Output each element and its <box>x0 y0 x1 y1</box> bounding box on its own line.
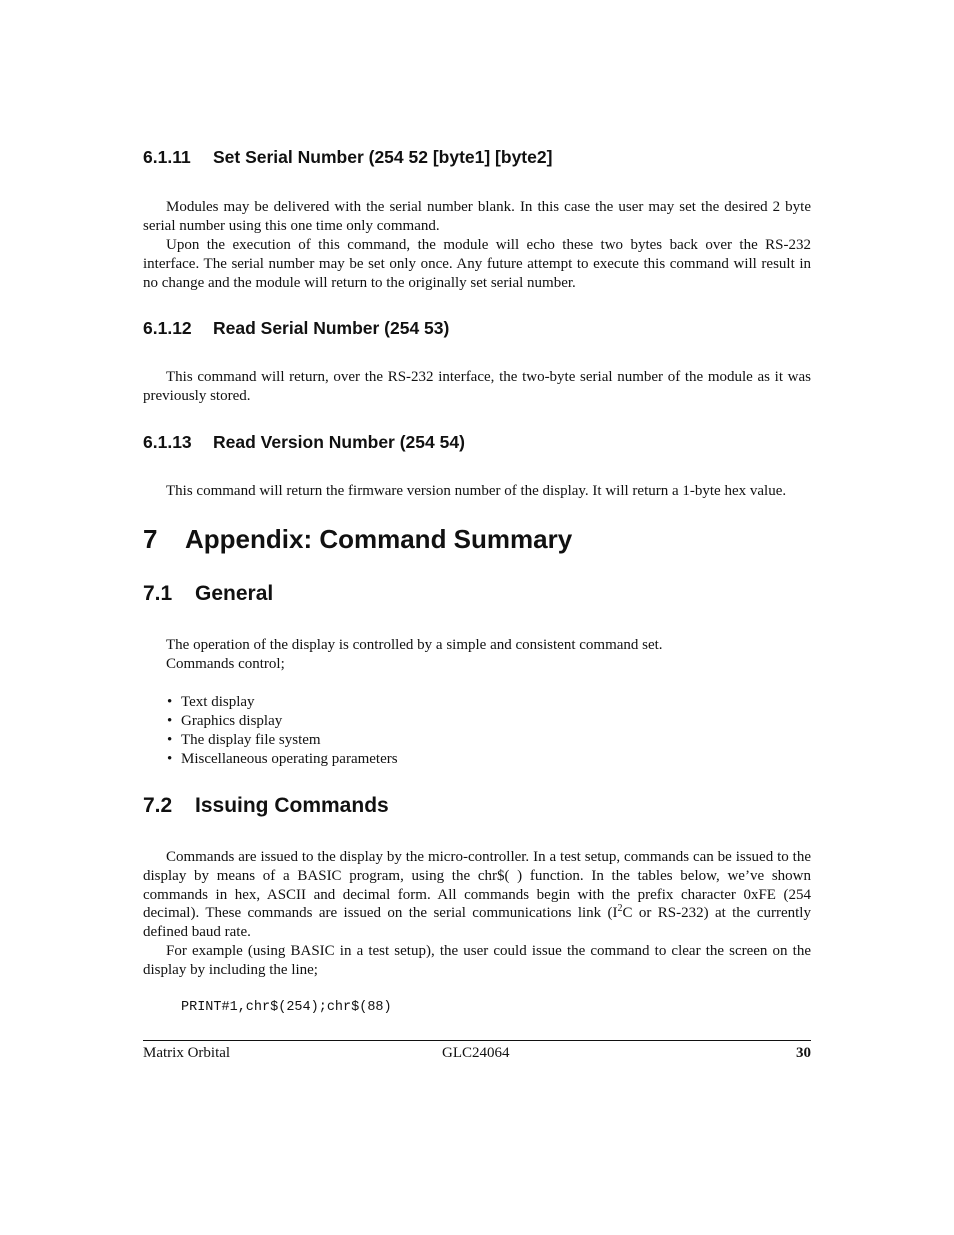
paragraph-line: The operation of the display is controlled by a simple and consistent command set. <box>166 637 663 653</box>
paragraph-text: For example (using BASIC in a test setup), the user could issue the command to clear the screen on the display by including the line; <box>143 943 811 978</box>
list-item <box>166 693 398 712</box>
section-number: 7.2 <box>143 794 173 817</box>
paragraph-text: Modules may be delivered with the serial number blank. In this case the user may set the desired 2 byte serial number using this one time only command. <box>143 199 811 234</box>
chapter-title: Appendix: Command Summary <box>185 524 573 554</box>
list-item-text: The display file system <box>181 732 321 748</box>
bullet-icon: • <box>167 751 173 767</box>
section-title: Set Serial Number (254 52 [byte1] [byte2] <box>213 147 553 167</box>
section-number: 6.1.12 <box>143 318 192 338</box>
list-item-text: Text display <box>181 694 255 710</box>
paragraph-line: Commands control; <box>166 656 285 672</box>
paragraph-text: This command will return the firmware version number of the display. It will return a 1-byte hex value. <box>166 483 787 499</box>
paragraph <box>143 368 811 406</box>
bullet-icon: • <box>167 694 173 710</box>
chapter-number: 7 <box>143 524 158 554</box>
paragraph <box>143 848 811 942</box>
section-heading-6-1-12 <box>143 318 449 339</box>
section-heading-7-1 <box>143 582 273 606</box>
paragraph <box>143 236 811 292</box>
footer-rule <box>143 1040 811 1041</box>
list-item-text: Graphics display <box>181 713 283 729</box>
footer-left: Matrix Orbital <box>143 1045 231 1061</box>
list-item <box>166 712 398 731</box>
bullet-icon: • <box>167 713 173 729</box>
paragraph-text: This command will return, over the RS-232 interface, the two-byte serial number of the module as it was previously stored. <box>143 369 811 404</box>
section-title: Read Serial Number (254 53) <box>213 318 450 338</box>
section-title: General <box>195 582 274 605</box>
code-line: PRINT#1,chr$(254);chr$(88) <box>181 1000 392 1015</box>
bullet-icon: • <box>167 732 173 748</box>
section-number: 6.1.13 <box>143 432 192 452</box>
paragraph-text: Upon the execution of this command, the module will echo these two bytes back over the RS-232 interface. The serial number may be set only once. Any future attempt to execute this command will result in no change and the module will return to the originally set serial number. <box>143 237 811 291</box>
paragraph <box>143 942 811 980</box>
superscript: 2 <box>617 903 623 915</box>
section-title: Issuing Commands <box>195 794 389 817</box>
section-heading-6-1-13 <box>143 432 465 453</box>
section-number: 6.1.11 <box>143 147 191 167</box>
paragraph <box>143 482 811 501</box>
page-number: 30 <box>796 1045 811 1061</box>
section-number: 7.1 <box>143 582 173 605</box>
section-heading-6-1-11 <box>143 147 552 168</box>
paragraph-text: Commands are issued to the display by the micro-controller. In a test setup, commands can be issued to the display by means of a BASIC program, using the chr$( ) function. In the tables below, we’ve shown commands in hex, ASCII and decimal form. All commands begin with the prefix character 0xFE (254 decimal). These commands are issued on the serial communications link (I <box>143 849 811 922</box>
paragraph-text: C or RS-232) at the currently defined baud rate. <box>143 905 811 941</box>
bullet-list <box>166 693 398 769</box>
paragraph <box>143 198 811 236</box>
section-title: Read Version Number (254 54) <box>213 432 465 452</box>
chapter-heading-7 <box>143 524 572 555</box>
list-item <box>166 731 398 750</box>
list-item <box>166 750 398 769</box>
list-item-text: Miscellaneous operating parameters <box>181 751 398 767</box>
section-heading-7-2 <box>143 794 389 818</box>
footer-center: GLC24064 <box>442 1045 510 1061</box>
